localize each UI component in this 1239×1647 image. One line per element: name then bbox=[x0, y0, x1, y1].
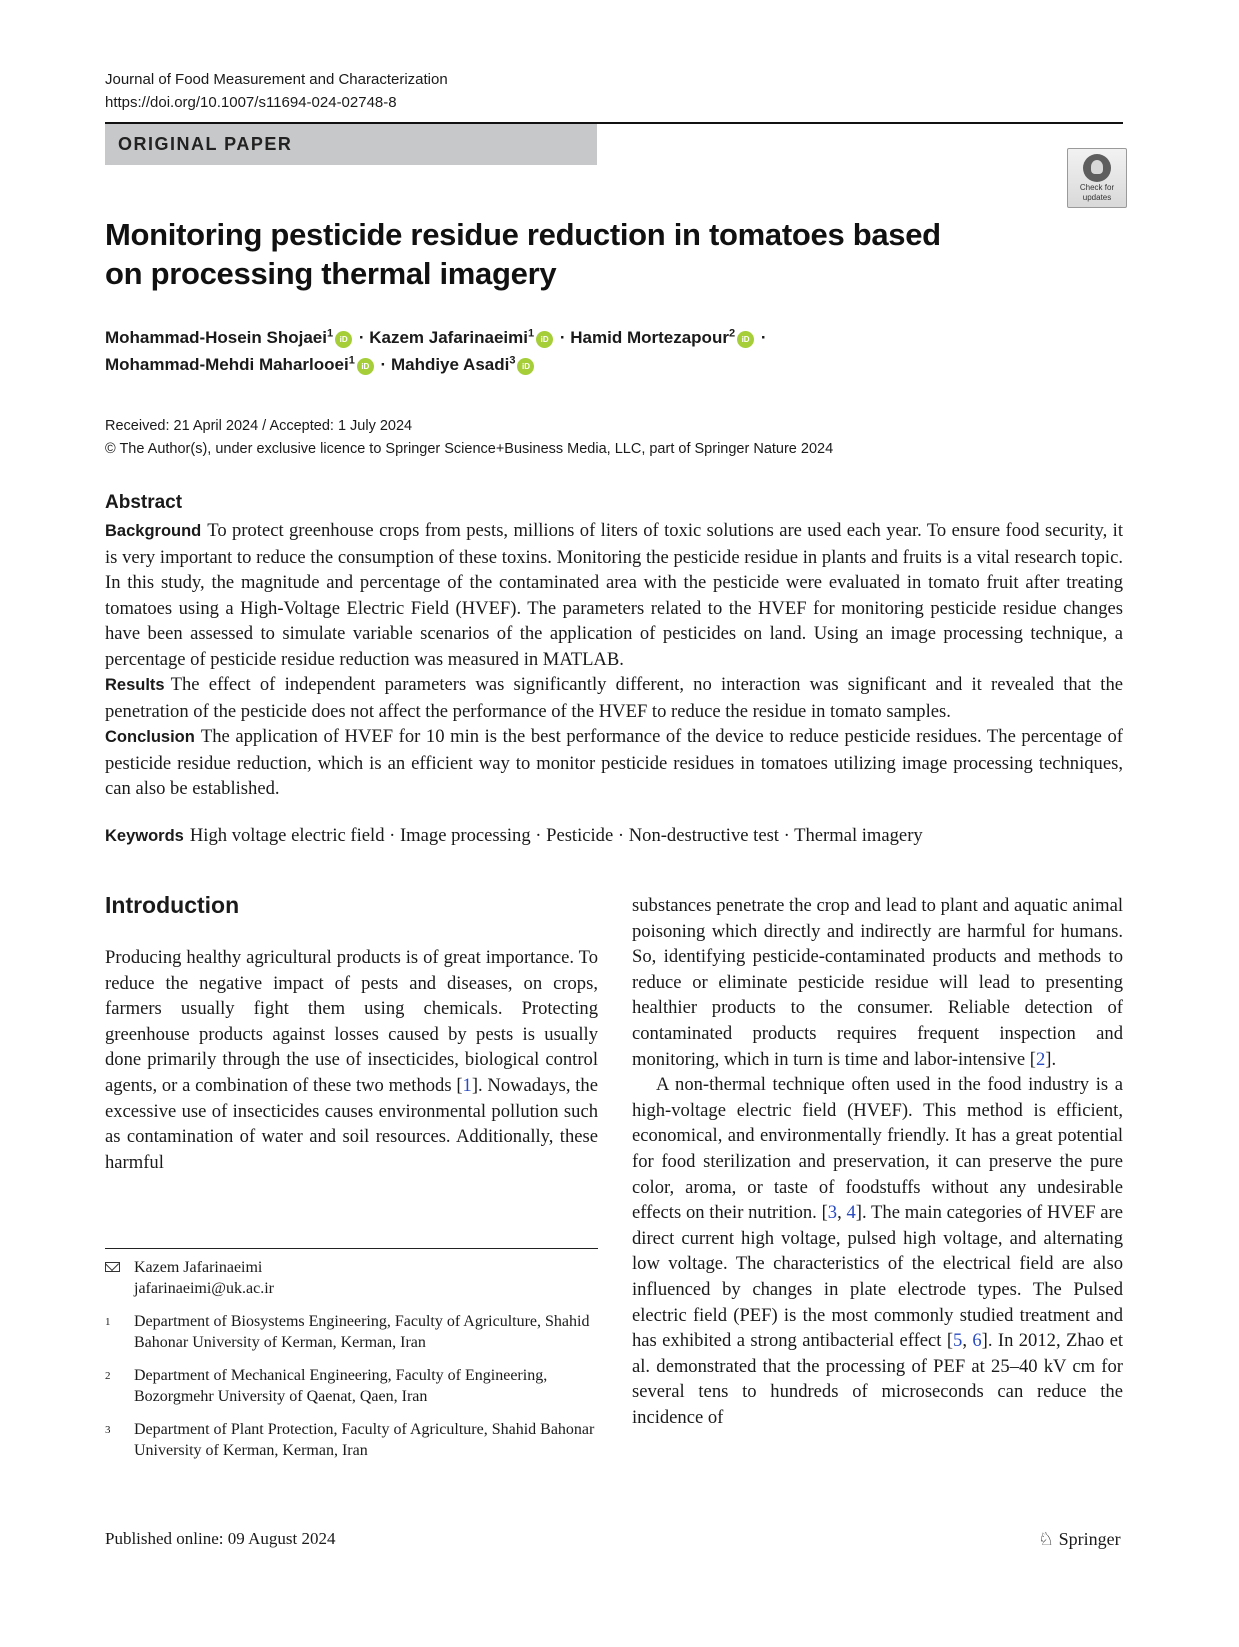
author[interactable]: Mohammad-Mehdi Maharlooei$^1$ bbox=[105, 354, 355, 374]
article-title: Monitoring pesticide residue reduction in tomatoes based on processing thermal imagery bbox=[105, 217, 941, 291]
orcid-icon[interactable]: iD bbox=[536, 331, 553, 348]
keywords-list: High voltage electric field · Image processing · Pesticide · Non-destructive test · Thermal imagery bbox=[189, 825, 923, 846]
affiliation: 2 Department of Mechanical Engineering, Faculty of Engineering, Bozorgmehr University of Qaenat, Qaen, Iran bbox=[105, 1367, 548, 1405]
springer-horse-icon: ♘ bbox=[1038, 1529, 1055, 1549]
corresponding-name: Kazem Jafarinaeimi bbox=[134, 1259, 263, 1276]
citation-link[interactable]: 4 bbox=[846, 1202, 856, 1224]
intro-right-column bbox=[632, 893, 1123, 1430]
copyright-line: © The Author(s), under exclusive licence to Springer Science+Business Media, LLC, part of Springer Nature 2024 bbox=[105, 441, 834, 457]
publisher-logo[interactable] bbox=[1038, 1529, 1121, 1550]
envelope-icon bbox=[105, 1262, 120, 1272]
keywords bbox=[105, 823, 923, 849]
orcid-icon[interactable]: iD bbox=[357, 358, 374, 375]
abstract-conclusion: Conclusion The application of HVEF for 10 min is the best performance of the device to reduce pesticide residues. The percentage of pesticide residue reduction, which is an efficient way to monitor pesticide residues in tomatoes utilizing image processing techniques, can also be established. bbox=[105, 726, 1123, 799]
check-updates-line1: Check for bbox=[1079, 183, 1115, 192]
orcid-icon[interactable]: iD bbox=[335, 331, 352, 348]
check-updates-line2: updates bbox=[1082, 193, 1112, 202]
abstract-results: Results The effect of independent parameters was significantly different, no interaction was significant and it revealed that the penetration of the pesticide does not affect the performance of the HVEF to reduce the residue in tomato samples. bbox=[105, 674, 1123, 722]
intro-paragraph: A non-thermal technique often used in the food industry is a high-voltage electric field (HVEF). This method is efficient, economical, and environmentally friendly. It has a great potential for food sterilization and preservation, it can preserve the pure color, aroma, or taste of foodstuffs without any undesirable effects on their nutrition. [3, 4]. The main categories of HVEF are direct current high voltage, pulsed high voltage, and alternating low voltage. The characteristics of the electrical field are also influenced by changes in plate electrode types. The Pulsed electric field (PEF) is the most commonly studied treatment and has exhibited a strong antibacterial effect [5, 6]. In 2012, Zhao et al. demonstrated that the processing of PEF at 25–40 kV cm for several tens to hundreds of microseconds can reduce the incidence of bbox=[632, 1074, 1123, 1428]
article-dates bbox=[105, 415, 833, 461]
citation-link[interactable]: 2 bbox=[1035, 1048, 1046, 1070]
citation-link[interactable]: 5 bbox=[953, 1330, 963, 1352]
corresponding-email[interactable]: jafarinaeimi@uk.ac.ir bbox=[134, 1279, 274, 1297]
footnote-rule bbox=[105, 1248, 598, 1249]
conclusion-label: Conclusion bbox=[105, 728, 195, 746]
orcid-icon[interactable]: iD bbox=[737, 331, 754, 348]
author-list: Mohammad-Hosein Shojaei$^1$iD · Kazem Jafarinaeimi$^1$iD · Hamid Mortezapour$^2$iD · Mohammad-Mehdi Maharlooei$^1$iD · Mahdiye Asadi$^3$iD bbox=[105, 327, 767, 374]
check-for-updates-badge[interactable] bbox=[1067, 148, 1127, 208]
keywords-label: Keywords bbox=[105, 827, 184, 845]
bookmark-icon bbox=[1083, 154, 1111, 182]
background-label: Background bbox=[105, 522, 202, 540]
author[interactable]: Kazem Jafarinaeimi$^1$ bbox=[369, 327, 535, 347]
author[interactable]: Mahdiye Asadi$^3$ bbox=[390, 354, 516, 374]
introduction-heading: Introduction bbox=[105, 892, 240, 918]
doi-link[interactable]: https://doi.org/10.1007/s11694-024-02748-8 bbox=[105, 94, 397, 111]
abstract-background: Background To protect greenhouse crops from pests, millions of liters of toxic solutions are used each year. To ensure food security, it is very important to reduce the consumption of these toxins. Monitoring the pesticide residue in plants and fruits is a vital research topic. In this study, the magnitude and percentage of the contaminated area with the pesticide were evaluated in tomato fruit after treating tomatoes using a High-Voltage Electric Field (HVEF). The parameters related to the HVEF for monitoring pesticide residue changes have been assessed to simulate variable scenarios of the application of pesticides on land. Using an image processing technique, a percentage of pesticide residue reduction was measured in MATLAB. bbox=[105, 520, 1123, 670]
intro-paragraph: substances penetrate the crop and lead to plant and aquatic animal poisoning which directly and indirectly are harmful for humans. So, identifying pesticide-contaminated products and methods to reduce or eliminate pesticide residue will lead to presenting healthier products to the consumer. Reliable detection of contaminated products requires frequent inspection and monitoring, which in turn is time and labor-intensive [2]. bbox=[632, 895, 1123, 1070]
published-online: Published online: 09 August 2024 bbox=[105, 1529, 336, 1548]
results-label: Results bbox=[105, 676, 165, 694]
affiliation: 1 Department of Biosystems Engineering, Faculty of Agriculture, Shahid Bahonar University of Kerman, Kerman, Iran bbox=[105, 1313, 590, 1351]
intro-left-column: Producing healthy agricultural products is of great importance. To reduce the negative impact of pests and diseases, on crops, farmers usually fight them using chemicals. Protecting greenhouse products against losses caused by pests is usually done primarily through the use of insecticides, biological control agents, or a combination of these two methods [1]. Nowadays, the excessive use of insecticides causes environmental pollution such as contamination of water and soil resources. Additionally, these harmful bbox=[105, 947, 598, 1173]
journal-name: Journal of Food Measurement and Characterization bbox=[105, 71, 448, 88]
corresponding-author bbox=[105, 1258, 598, 1299]
orcid-icon[interactable]: iD bbox=[517, 358, 534, 375]
abstract-heading: Abstract bbox=[105, 492, 183, 513]
author[interactable]: Hamid Mortezapour$^2$ bbox=[570, 327, 736, 347]
article-type-label: ORIGINAL PAPER bbox=[118, 134, 293, 154]
citation-link[interactable]: 1 bbox=[462, 1074, 472, 1096]
journal-header bbox=[105, 68, 448, 114]
citation-link[interactable]: 6 bbox=[972, 1330, 982, 1352]
citation-link[interactable]: 3 bbox=[827, 1202, 838, 1224]
footnotes bbox=[105, 1258, 598, 1474]
abstract-body bbox=[105, 518, 1123, 802]
affiliation: 3 Department of Plant Protection, Faculty of Agriculture, Shahid Bahonar University of Kerman, Kerman, Iran bbox=[105, 1421, 595, 1459]
received-accepted: Received: 21 April 2024 / Accepted: 1 July 2024 bbox=[105, 418, 413, 434]
author[interactable]: Mohammad-Hosein Shojaei$^1$ bbox=[105, 327, 334, 347]
publisher-name: Springer bbox=[1058, 1529, 1121, 1549]
